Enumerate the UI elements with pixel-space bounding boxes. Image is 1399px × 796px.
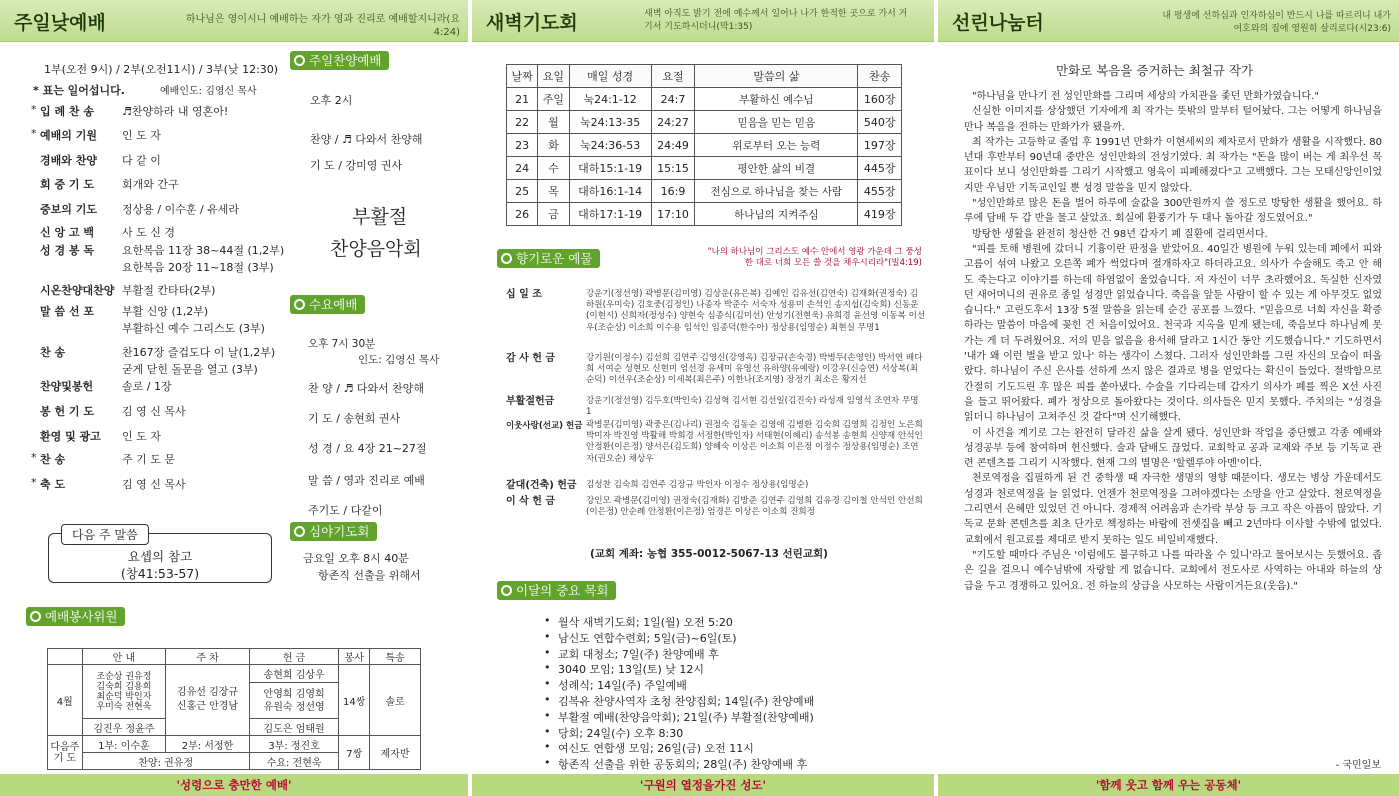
wed-line4: 말 씀 / 영과 진리로 예배 <box>308 474 425 487</box>
order-row <box>31 127 290 143</box>
offering-names: 김성찬 김숙희 김연주 김장규 박인자 이정수 정상용(임명순) <box>586 480 809 490</box>
order-label: 찬양및봉헌 <box>40 380 94 393</box>
article-paragraph: 이 사건을 계기로 그는 완전히 달라진 삶을 살게 됐다. 성인만화 작업을 중단했고 각종 예배와 성경공부 등에 참여하며 헌신했다. 술과 담배도 끊었다. 교회학교 공과 교재와 주보 등 기독교 관련 콘텐츠를 그리기 시작했다. 현재 그의 별명은 '할렐루야 아멘'이다. <box>964 427 1382 470</box>
offering-names: 곽병문(김미영) 곽중은(김나리) 권정숙 김동순 김영애 김병환 김숙희 김영희 김정인 노은희 박미자 박진영 박활해 박희경 서정한(박인자) 서태현(이혜리) 송석봉 송현희 신양재 안석인 안정환(이은정) 양서은(김도희) 양혜숙 이상은 이소희 이은정 이정수 정상용(임명순) 조연자(권오순) 채상우 <box>586 420 923 464</box>
wed-prayer: 수요: 전현욱 <box>249 753 339 770</box>
order-row <box>40 201 290 217</box>
next-sermon-label: 다음 주 말씀 <box>61 524 149 545</box>
header-verse: 내 평생에 선하심과 인자하심이 반드시 나를 따르리니 내가 여호와의 집에 영원히 살리로다(시23:6) <box>1162 11 1391 34</box>
offering-names: 강기원(이정수) 김선희 김연주 김영신(강영옥) 김장규(손숙경) 박병두(손영인) 박서연 배다희 서여순 성현모 신현미 엄선경 유세미 유영선 유하양(유예랑) 이강우(신승연) 서상복(최순덕) 이선우(조순상) 이세복(최은주) 이한나(조지영) 장정기 최소은 황지선 <box>586 353 923 386</box>
offering-type: 감 사 헌 금 <box>506 353 556 364</box>
order-value: 찬167장 즐겁도다 이 날(1,2부) <box>122 346 276 359</box>
order-label: 예배의 기원 <box>40 129 97 142</box>
order-row <box>40 282 290 298</box>
order-row <box>40 428 290 444</box>
header-verse: 새벽 아직도 밝기 전에 예수께서 일어나 나가 한적한 곳으로 가서 거기서 기도하시더니(막1:35) <box>644 9 908 32</box>
order-row <box>31 451 290 467</box>
order-label: 입 례 찬 송 <box>40 105 94 118</box>
header-cell: 요절 <box>651 65 695 88</box>
table-cell: 위로부터 오는 능력 <box>695 134 858 157</box>
choir-prayer: 찬양: 권유정 <box>82 753 249 770</box>
order-label: 축 도 <box>40 478 66 491</box>
section-icon <box>294 526 305 537</box>
service-committee-heading: 예배봉사위원 <box>26 607 125 626</box>
order-value: 굳게 닫힌 돌문을 열고 (3부) <box>122 363 258 376</box>
news-item: • 부활절 예배(찬양음악회); 21일(주) 부활절(찬양예배) <box>540 709 920 725</box>
table-cell: 대하15:1-19 <box>569 157 651 180</box>
order-value: 요한복음 11장 38~44절 (1,2부) <box>122 244 285 257</box>
order-value: 주 기 도 문 <box>122 453 175 466</box>
footer-motto: '함께 웃고 함께 우는 공동체' <box>1095 778 1242 792</box>
news-item: • 성례식; 14일(주) 주일예배 <box>540 677 920 693</box>
order-row <box>40 403 290 419</box>
table-cell: 455장 <box>858 180 902 203</box>
article-paragraph: 신실한 이미지를 상상했던 기자에게 최 작가는 뜻밖의 말부터 털어놨다. 그는 어떻게 하나님을 만나 복음을 전하는 만화가가 됐을까. <box>964 106 1382 133</box>
next-week-prayer-label: 다음주 기 도 <box>48 736 83 770</box>
table-row <box>507 157 902 180</box>
section-title: 새벽기도회 <box>486 12 578 34</box>
footer-bar <box>0 774 468 796</box>
service-count-next: 7쌍 <box>339 736 370 770</box>
order-row <box>40 320 290 336</box>
article-title: 만화로 복음을 증거하는 최철규 작가 <box>1056 63 1254 78</box>
offering-type: 이웃사랑(선교) 헌금 <box>506 421 583 431</box>
footer-bar <box>472 774 934 796</box>
section-icon <box>294 299 305 310</box>
special-song: 솔로 <box>370 665 421 736</box>
special-song-next: 제자반 <box>370 736 421 770</box>
table-cell: 17:10 <box>651 203 695 226</box>
prayer-1: 1부: 이수훈 <box>82 736 166 753</box>
news-item: • 당회; 24일(수) 오후 8:30 <box>540 725 920 741</box>
sun-praise-line2: 기 도 / 강미영 권사 <box>310 159 403 172</box>
order-row <box>40 242 290 258</box>
table-cell: 수 <box>538 157 569 180</box>
sun-praise-line1: 찬양 / ♬ 다와서 찬양해 <box>310 133 423 146</box>
order-value: 인 도 자 <box>122 430 161 443</box>
wed-line2: 기 도 / 송현희 권사 <box>308 412 401 425</box>
order-label: 봉 헌 기 도 <box>40 405 94 418</box>
usher-bottom: 김진우 정윤주 <box>82 719 166 736</box>
offering-type: 갈대(건축) 헌금 <box>506 480 577 491</box>
footer-motto: '성령으로 충만한 예배' <box>176 778 292 792</box>
table-cell: 24:27 <box>651 111 695 134</box>
col-special: 특송 <box>370 649 421 665</box>
order-row <box>31 103 290 119</box>
table-cell: 화 <box>538 134 569 157</box>
offering-names: 강인모 곽병문(김미영) 권정숙(김재화) 김방준 김연주 김영희 김유경 김이철 안석인 안선희(이은정) 안순례 안정환(이은정) 엄경은 이상은 이소희 진희정 <box>586 496 923 518</box>
article-source: - 국민일보 <box>1335 760 1381 771</box>
order-row <box>40 152 290 168</box>
order-row <box>40 344 290 360</box>
wed-line3: 성 경 / 요 4장 21~27절 <box>308 442 427 455</box>
order-row <box>40 361 290 377</box>
table-cell: 25 <box>507 180 538 203</box>
table-row <box>507 111 902 134</box>
table-cell: 믿음을 믿는 믿음 <box>695 111 858 134</box>
worship-leader: 예배인도: 김영신 목사 <box>160 86 257 97</box>
table-cell: 540장 <box>858 111 902 134</box>
parking-names: 김유선 김장규 신홍근 안경남 <box>166 665 250 736</box>
special-event-2: 찬양음악회 <box>330 238 422 260</box>
table-cell: 하나님의 지켜주심 <box>695 203 858 226</box>
next-sermon-box <box>48 528 272 583</box>
table-cell: 대하17:1-19 <box>569 203 651 226</box>
article-paragraph: "성인만화로 많은 돈을 벌어 하루에 술값을 300만원까지 쓸 정도로 방탕한 생활을 했어요. 하루에 담배 두 갑 반을 물고 살았죠. 회실에 환풍기가 두 대나 돌아갈 정도였어요." <box>964 198 1382 225</box>
usher-names: 조순상 권유정 김숙희 김용희 최순덕 박인자 우미숙 전현욱 <box>82 665 166 719</box>
order-row <box>40 303 290 319</box>
offering-verse: "나의 하나님이 그리스도 예수 안에서 영광 가운데 그 풍성한 대로 너희 모든 쓸 것을 채우시리라"(빌4:19) <box>707 247 922 268</box>
news-item: • 김복유 찬양사역자 초청 찬양집회; 14일(주) 찬양예배 <box>540 693 920 709</box>
table-cell: 전심으로 하나님을 찾는 사람 <box>695 180 858 203</box>
church-account: (교회 계좌: 농협 355-0012-5067-13 선린교회) <box>590 548 828 560</box>
order-value: 김 영 신 목사 <box>122 405 186 418</box>
night-line1: 금요일 오후 8시 40분 <box>303 552 409 565</box>
col-parking: 주 차 <box>166 649 250 665</box>
service-times: 1부(오전 9시) / 2부(오전11시) / 3부(낮 12:30) <box>44 63 279 76</box>
prayer-3: 3부: 정진호 <box>249 736 339 753</box>
prayer-2: 2부: 서정한 <box>166 736 250 753</box>
next-sermon-title: 요셉의 참고 <box>127 549 193 564</box>
order-row <box>40 176 290 192</box>
order-row <box>31 476 290 492</box>
order-label: 말 씀 선 포 <box>40 305 94 318</box>
article-paragraph: "기도할 때마다 주님은 '이럼에도 불구하고 나를 따라올 수 있니'라고 물어보시는 듯했어요. 좁은 길을 걸으니 예수님밖에 자랑할 게 없습니다. 교회에서 전도사로 사역하는 아내와 하늘의 상급을 두고 경쟁하고 있어요. 전 하늘의 상급을 사모하는 사람이거든요(웃음)." <box>964 549 1382 592</box>
wed-heading: 수요예배 <box>290 295 365 314</box>
order-label: 찬 송 <box>40 453 66 466</box>
order-value: 인 도 자 <box>122 129 161 142</box>
col-service: 봉사 <box>339 649 370 665</box>
table-cell: 부활하신 예수님 <box>695 88 858 111</box>
header-cell: 매일 성경 <box>569 65 651 88</box>
next-sermon-ref: (창41:53-57) <box>120 566 200 581</box>
order-row <box>40 259 290 275</box>
offering-type: 부활절헌금 <box>506 396 555 407</box>
col-offering: 헌 금 <box>249 649 339 665</box>
standing-note: * 표는 일어섭니다. <box>33 84 125 97</box>
table-cell: 16:9 <box>651 180 695 203</box>
order-row <box>40 224 290 240</box>
table-cell: 23 <box>507 134 538 157</box>
table-cell: 24:49 <box>651 134 695 157</box>
news-item: • 여신도 연합생 모임; 26일(금) 오전 11시 <box>540 740 920 756</box>
table-header <box>507 65 902 88</box>
order-label: 환영 및 광고 <box>40 430 101 443</box>
dawn-bible-table <box>506 64 902 226</box>
article-paragraph: "피를 토해 병원에 갔더니 기흉이란 판정을 받았어요. 40일간 병원에 누워 있는데 폐에서 피와 고름이 섞여 나왔고 오른쪽 폐가 썩었다며 절개하자고 하더라고요. 의사가 수술해도 죽고 안 해도 죽는다고 이야기를 하는데 하염없이 울었습니다. 저 자신이 너무 초라했어요. 독실한 신자였던 새어머니의 권유로 종일 성경만 읽었습니다. 죽음을 앞둔 사람이 할 수 있는 게 아무것도 없었습니다." 고린도후서 13장 5절 말씀을 읽는데 순간 공포를 느꼈다. "믿음으로 너희 자신을 확증하라는 말씀이 마음에 꽂힌 건 처음이었어요. 천국과 지옥을 믿게 됐는데, 죽음보다 하나님께 못 가는 게 더 두려웠어요. 저의 믿음 없음을 용서해 달라고 1시간 동안 기도했습니다." 기도하면서 '내가 왜 이런 벌을 받고 있나' 하는 생각이 스쳤다. 그러자 성인만화를 그린 자신의 모습이 떠올랐다. 하나님이 주신 은사를 선하게 쓰지 않은 결과로 병을 얻었다는 확신이 들었다. 절박함으로 간절히 기도드린 후 많은 피를 쏟아냈다. 수술을 기다리는데 갑자기 의사가 폐를 찍은 X선 사진을 들고 뛰어왔다. 폐가 정상으로 돌아왔다는 것이다. 의사들은 믿지 못했다. 주치의는 "성경을 읽더니 하나님이 고쳐주신 것 같다"며 신기해했다. <box>964 243 1382 424</box>
order-value: 다 같 이 <box>122 154 161 167</box>
order-value: 부활 신앙 (1,2부) <box>122 305 209 318</box>
table-cell: 445장 <box>858 157 902 180</box>
wed-line1: 찬 양 / ♬ 다와서 찬양해 <box>308 382 425 395</box>
offering-2: 안영희 김영희 유원숙 정선영 <box>249 683 339 719</box>
section-icon <box>501 253 512 264</box>
night-prayer-heading: 심야기도회 <box>290 522 377 541</box>
order-label: 시온찬양대찬양 <box>40 284 115 297</box>
order-row <box>40 378 290 394</box>
article-paragraph: 최 작가는 고등학교 졸업 후 1991년 만화가 이현세씨의 제자로서 만화가 생활을 시작했다. 80년대 후반부터 90년대 중반은 성인만화의 전성기였다. 최 작가는 "돈을 많이 버는 게 최우선 목표이다 보니 성인만화를 그리기 시작했고 영육이 피폐해졌다"고 고백했다. 그는 모태신앙인이었지만 우님만 기독교인일 뿐 성경 말씀을 믿지 않았다. <box>964 136 1382 194</box>
table-cell: 목 <box>538 180 569 203</box>
order-label: 중보의 기도 <box>40 203 97 216</box>
header-cell: 요일 <box>538 65 569 88</box>
section-icon <box>30 611 41 622</box>
offering-names: 강운기(정선영) 김두호(박인숙) 김성혁 김서현 김선일(김진숙) 라성재 임영석 조연자 무명 1 <box>586 396 919 418</box>
article-paragraph: "하나님을 만나기 전 성인만화를 그리며 세상의 가치관을 좇던 만화가였습니다." <box>972 91 1319 102</box>
table-cell: 197장 <box>858 134 902 157</box>
order-label: 회 중 기 도 <box>40 178 94 191</box>
standing-mark: * <box>31 103 37 116</box>
table-cell: 금 <box>538 203 569 226</box>
table-row <box>507 203 902 226</box>
offering-3: 김도은 엄태원 <box>249 719 339 736</box>
order-value: ♬찬양하라 내 영혼아! <box>122 105 229 118</box>
table-cell: 22 <box>507 111 538 134</box>
header-verse: 하나님은 영이시니 예배하는 자가 영과 진리로 예배할지니라(요4:24) <box>185 14 460 38</box>
news-item: • 남신도 연합수련회; 5일(금)~6일(토) <box>540 630 920 646</box>
news-item: • 3040 모임; 13일(토) 낮 12시 <box>540 661 920 677</box>
table-cell: 평안한 삶의 비결 <box>695 157 858 180</box>
table-cell: 월 <box>538 111 569 134</box>
wed-leader: 인도: 김영신 목사 <box>358 354 440 366</box>
table-cell: 26 <box>507 203 538 226</box>
order-value: 김 영 신 목사 <box>122 478 186 491</box>
table-cell: 15:15 <box>651 157 695 180</box>
table-cell: 24:7 <box>651 88 695 111</box>
section-title: 주일낮예배 <box>14 12 106 34</box>
footer-motto: '구원의 열정을가진 성도' <box>639 778 767 792</box>
news-item: • 항존직 선출을 위한 공동회의; 28일(주) 찬양예배 후 <box>540 756 920 772</box>
news-heading: 이달의 중요 목회 <box>497 581 616 600</box>
standing-mark: * <box>31 127 37 140</box>
sun-praise-heading: 주일찬양예배 <box>290 51 389 70</box>
order-value: 솔로 / 1장 <box>122 380 172 393</box>
wed-time: 오후 7시 30분 <box>308 338 376 350</box>
table-cell: 21 <box>507 88 538 111</box>
offering-type: 십 일 조 <box>506 289 542 300</box>
table-cell: 주일 <box>538 88 569 111</box>
night-line2: 항존직 선출을 위해서 <box>318 569 421 582</box>
service-count: 14쌍 <box>339 665 370 736</box>
section-icon <box>501 585 512 596</box>
offering-type: 이 삭 헌 금 <box>506 496 556 507</box>
standing-mark: * <box>31 451 37 464</box>
article-body <box>964 89 1382 594</box>
article-paragraph: 방탕한 생활을 완전히 청산한 건 98년 갑자기 폐 질환에 걸리면서다. <box>972 228 1268 240</box>
table-cell: 160장 <box>858 88 902 111</box>
table-cell: 24 <box>507 157 538 180</box>
sun-praise-time: 오후 2시 <box>310 94 353 107</box>
table-cell: 눅24:36-53 <box>569 134 651 157</box>
order-label: 경배와 찬양 <box>40 154 97 167</box>
table-row <box>507 88 902 111</box>
news-item: • 교회 대청소; 7일(주) 찬양예배 후 <box>540 646 920 662</box>
table-cell: 대하16:1-14 <box>569 180 651 203</box>
order-label: 신 앙 고 백 <box>40 226 94 239</box>
table-row <box>507 134 902 157</box>
header-bar <box>938 0 1399 42</box>
table-row <box>507 180 902 203</box>
standing-mark: * <box>31 476 37 489</box>
offering-heading: 향기로운 예물 <box>497 249 600 268</box>
article-paragraph: 천로역정을 집필하게 된 건 중학생 때 자극한 생명의 영향 때문이다. 생모는 병상 가운데서도 성경과 천로역정을 늘 읽었다. 언젠가 천로역정을 그려야겠다는 소망을 안고 살았다. 천로역정을 그리면서 은혜만 있었던 건 아니다. 경제적 어려움과 손가락 부상 등 크고 작은 아픔이 많았다. 기독교 문화 콘텐츠를 최초 단가로 책정하는 바람에 전셋집을 빼고 2년마다 이사할 수밖에 없었다. 교회에서 원고료를 제대로 받지 못하는 일도 비일비재했다. <box>964 473 1382 546</box>
header-bar <box>472 0 934 42</box>
order-value: 정상용 / 이수훈 / 유세라 <box>122 203 240 216</box>
order-label: 성 경 봉 독 <box>40 244 94 257</box>
header-bar <box>0 0 468 42</box>
footer-bar <box>938 774 1399 796</box>
order-value: 부활하신 예수 그리스도 (3부) <box>122 322 265 335</box>
offering-1: 송현희 김상우 <box>249 665 339 683</box>
section-icon <box>294 55 305 66</box>
order-value: 요한복음 20장 11~18절 (3부) <box>122 261 274 274</box>
month-cell: 4월 <box>48 665 83 736</box>
order-value: 사 도 신 경 <box>122 226 175 239</box>
header-cell: 찬송 <box>858 65 902 88</box>
news-item: • 월삭 새벽기도회; 1일(월) 오전 5:20 <box>540 614 920 630</box>
table-cell: 눅24:1-12 <box>569 88 651 111</box>
header-cell: 날짜 <box>507 65 538 88</box>
service-committee-table <box>47 648 421 770</box>
order-value: 부활절 칸타타(2부) <box>122 284 216 297</box>
column-sunday-worship <box>0 0 468 796</box>
col-usher: 안 내 <box>82 649 166 665</box>
order-value: 회개와 간구 <box>122 178 179 191</box>
wed-line5: 주기도 / 다같이 <box>308 504 383 517</box>
section-title: 선린나눔터 <box>952 12 1044 34</box>
order-label: 찬 송 <box>40 346 66 359</box>
news-list <box>540 614 920 772</box>
special-event-1: 부활절 <box>352 206 408 228</box>
offering-names: 강운기(정선영) 곽병문(김미영) 김상운(유은복) 김예인 김유선(김연숙) 김재화(권정숙) 김하원(우미숙) 김호중(김정인) 나종자 박준수 서숙자 성용미 손석인 송지섭(김숙희) 신동운(이현시) 신희자(정성수) 양현숙 심종식(김미선) 안성기(전현욱) 유희경 윤선영 이동복 이선우(조순상) 이소희 이수용 임석인 임종덕(한수아) 정상용(임명순) 최현실 무명1 <box>586 289 926 333</box>
table-cell: 419장 <box>858 203 902 226</box>
table-cell: 눅24:13-35 <box>569 111 651 134</box>
header-cell: 말씀의 삶 <box>695 65 858 88</box>
